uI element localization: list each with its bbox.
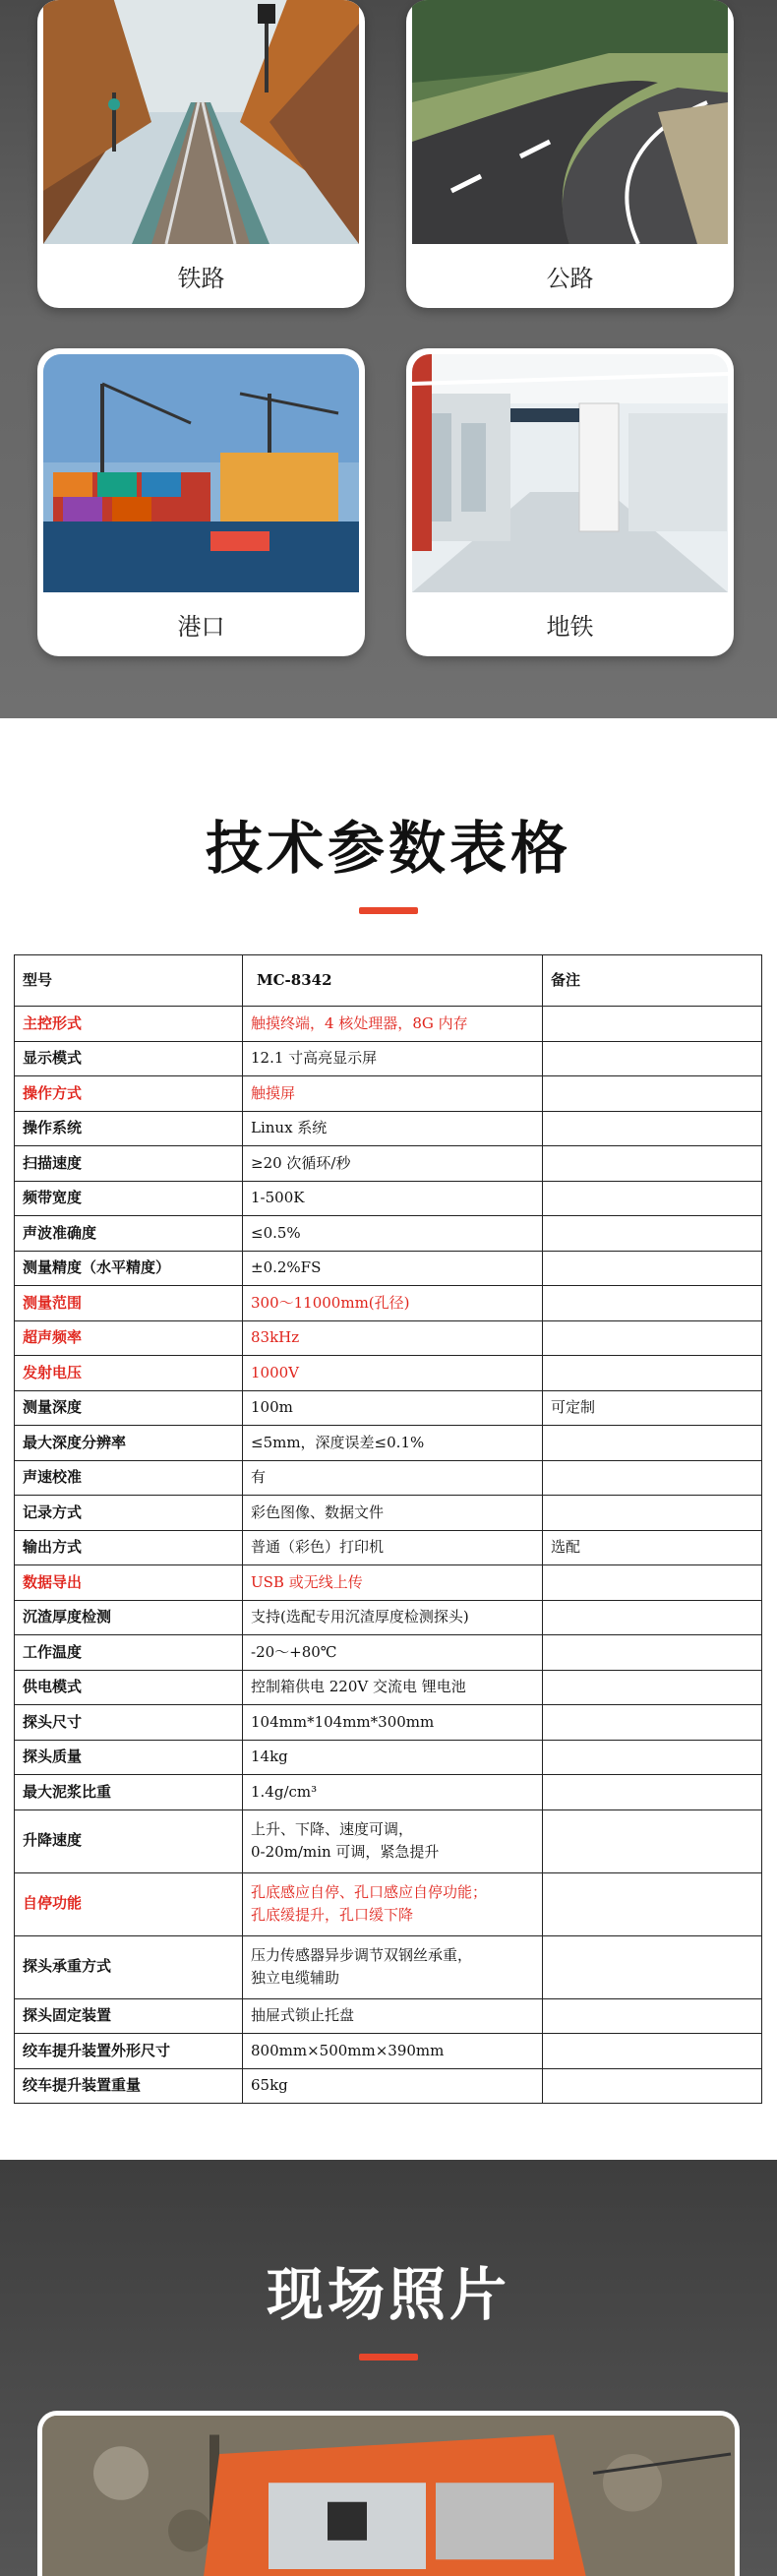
param-note xyxy=(543,1496,762,1531)
table-row xyxy=(15,1286,762,1321)
param-value: 1000V xyxy=(243,1356,543,1391)
table-row xyxy=(15,1809,762,1872)
param-name: 操作方式 xyxy=(15,1076,243,1112)
table-row xyxy=(15,2034,762,2069)
table-row xyxy=(15,1041,762,1076)
param-value: 104mm*104mm*300mm xyxy=(243,1705,543,1741)
param-value: 12.1 寸高亮显示屏 xyxy=(243,1041,543,1076)
table-row xyxy=(15,1872,762,1935)
table-row xyxy=(15,1705,762,1741)
param-name: 扫描速度 xyxy=(15,1146,243,1182)
table-row xyxy=(15,1390,762,1426)
table-row xyxy=(15,2068,762,2104)
param-name: 测量深度 xyxy=(15,1390,243,1426)
param-value: 抽屉式锁止托盘 xyxy=(243,1998,543,2034)
table-row xyxy=(15,1565,762,1601)
param-value: 普通（彩色）打印机 xyxy=(243,1530,543,1565)
param-name: 工作温度 xyxy=(15,1635,243,1671)
param-name: 操作系统 xyxy=(15,1111,243,1146)
spec-table xyxy=(14,954,762,2104)
param-value: 压力传感器异步调节双钢丝承重， 独立电缆辅助 xyxy=(243,1935,543,1998)
param-note xyxy=(543,1872,762,1935)
param-name: 沉渣厚度检测 xyxy=(15,1600,243,1635)
param-name: 升降速度 xyxy=(15,1809,243,1872)
table-row xyxy=(15,1251,762,1286)
param-name: 探头承重方式 xyxy=(15,1935,243,1998)
table-row xyxy=(15,1998,762,2034)
param-value: 100m xyxy=(243,1390,543,1426)
param-note xyxy=(543,1146,762,1182)
param-note xyxy=(543,1809,762,1872)
field-photo-section xyxy=(0,2160,777,2576)
param-value: Linux 系统 xyxy=(243,1111,543,1146)
card-highway xyxy=(406,0,734,308)
table-row xyxy=(15,1496,762,1531)
param-value: 控制箱供电 220V 交流电 锂电池 xyxy=(243,1670,543,1705)
card-label: 港口 xyxy=(177,613,225,641)
param-value: 1.4g/cm³ xyxy=(243,1775,543,1810)
card-label: 地铁 xyxy=(546,613,594,641)
param-value: 孔底感应自停、孔口感应自停功能； 孔底缓提升，孔口缓下降 xyxy=(243,1872,543,1935)
param-value: 14kg xyxy=(243,1740,543,1775)
table-header-row xyxy=(15,955,762,1007)
param-name: 探头固定装置 xyxy=(15,1998,243,2034)
param-note xyxy=(543,1635,762,1671)
param-note: 可定制 xyxy=(543,1390,762,1426)
param-value: ≤5mm，深度误差≤0.1% xyxy=(243,1426,543,1461)
param-note xyxy=(543,1935,762,1998)
card-subway xyxy=(406,348,734,656)
card-label: 公路 xyxy=(546,265,594,292)
param-value: 有 xyxy=(243,1460,543,1496)
subway-photo xyxy=(412,354,728,592)
spec-section xyxy=(0,718,777,2160)
param-note: 选配 xyxy=(543,1530,762,1565)
param-note xyxy=(543,1705,762,1741)
param-note xyxy=(543,1775,762,1810)
param-name: 主控形式 xyxy=(15,1007,243,1042)
param-value: USB 或无线上传 xyxy=(243,1565,543,1601)
header-note-label: 备注 xyxy=(543,955,762,1007)
param-name: 频带宽度 xyxy=(15,1181,243,1216)
param-value: ±0.2%FS xyxy=(243,1251,543,1286)
param-name: 探头尺寸 xyxy=(15,1705,243,1741)
param-note xyxy=(543,1251,762,1286)
param-value: ≤0.5% xyxy=(243,1216,543,1252)
param-value: 触摸终端，4 核处理器，8G 内存 xyxy=(243,1007,543,1042)
param-value: -20～+80℃ xyxy=(243,1635,543,1671)
section-title: 现场照片 xyxy=(266,2261,510,2328)
param-name: 声波准确度 xyxy=(15,1216,243,1252)
table-row xyxy=(15,1740,762,1775)
param-name: 显示模式 xyxy=(15,1041,243,1076)
table-row xyxy=(15,1007,762,1042)
param-value: ≥20 次循环/秒 xyxy=(243,1146,543,1182)
param-note xyxy=(543,1076,762,1112)
field-site-photo xyxy=(37,2411,740,2576)
port-photo xyxy=(43,354,359,592)
title-accent-bar xyxy=(359,2354,418,2361)
header-model-value: MC-8342 xyxy=(243,955,543,1007)
param-note xyxy=(543,1426,762,1461)
param-name: 声速校准 xyxy=(15,1460,243,1496)
header-model-label: 型号 xyxy=(15,955,243,1007)
param-name: 超声频率 xyxy=(15,1320,243,1356)
param-name: 输出方式 xyxy=(15,1530,243,1565)
param-note xyxy=(543,1181,762,1216)
table-row xyxy=(15,1600,762,1635)
param-value: 上升、下降、速度可调， 0-20m/min 可调，紧急提升 xyxy=(243,1809,543,1872)
param-name: 最大泥浆比重 xyxy=(15,1775,243,1810)
param-note xyxy=(543,1111,762,1146)
param-name: 探头质量 xyxy=(15,1740,243,1775)
param-value: 彩色图像、数据文件 xyxy=(243,1496,543,1531)
param-note xyxy=(543,1041,762,1076)
param-value: 83kHz xyxy=(243,1320,543,1356)
table-row xyxy=(15,1460,762,1496)
param-name: 数据导出 xyxy=(15,1565,243,1601)
card-label: 铁路 xyxy=(177,265,225,292)
param-value: 65kg xyxy=(243,2068,543,2104)
param-value: 800mm×500mm×390mm xyxy=(243,2034,543,2069)
table-row xyxy=(15,1426,762,1461)
param-note xyxy=(543,1998,762,2034)
param-note xyxy=(543,1600,762,1635)
param-note xyxy=(543,1740,762,1775)
param-note xyxy=(543,2068,762,2104)
table-row xyxy=(15,1320,762,1356)
highway-photo xyxy=(412,0,728,244)
table-row xyxy=(15,1530,762,1565)
railway-photo xyxy=(43,0,359,244)
param-name: 测量范围 xyxy=(15,1286,243,1321)
table-row xyxy=(15,1356,762,1391)
param-note xyxy=(543,2034,762,2069)
param-note xyxy=(543,1320,762,1356)
table-row xyxy=(15,1670,762,1705)
param-note xyxy=(543,1460,762,1496)
param-name: 记录方式 xyxy=(15,1496,243,1531)
param-name: 自停功能 xyxy=(15,1872,243,1935)
param-note xyxy=(543,1216,762,1252)
table-row xyxy=(15,1935,762,1998)
param-name: 绞车提升装置外形尺寸 xyxy=(15,2034,243,2069)
param-value: 触摸屏 xyxy=(243,1076,543,1112)
param-name: 绞车提升装置重量 xyxy=(15,2068,243,2104)
param-value: 300～11000mm(孔径) xyxy=(243,1286,543,1321)
card-port xyxy=(37,348,365,656)
param-note xyxy=(543,1670,762,1705)
param-name: 测量精度（水平精度） xyxy=(15,1251,243,1286)
param-value: 支持(选配专用沉渣厚度检测探头) xyxy=(243,1600,543,1635)
card-railway xyxy=(37,0,365,308)
table-row xyxy=(15,1181,762,1216)
param-name: 最大深度分辨率 xyxy=(15,1426,243,1461)
param-note xyxy=(543,1565,762,1601)
title-accent-bar xyxy=(359,907,418,914)
param-note xyxy=(543,1286,762,1321)
table-row xyxy=(15,1076,762,1112)
table-row xyxy=(15,1775,762,1810)
param-value: 1-500K xyxy=(243,1181,543,1216)
table-row xyxy=(15,1635,762,1671)
param-name: 供电模式 xyxy=(15,1670,243,1705)
application-gallery xyxy=(0,0,777,718)
param-name: 发射电压 xyxy=(15,1356,243,1391)
param-note xyxy=(543,1007,762,1042)
section-title: 技术参数表格 xyxy=(205,815,571,882)
table-row xyxy=(15,1216,762,1252)
table-row xyxy=(15,1111,762,1146)
param-note xyxy=(543,1356,762,1391)
table-row xyxy=(15,1146,762,1182)
